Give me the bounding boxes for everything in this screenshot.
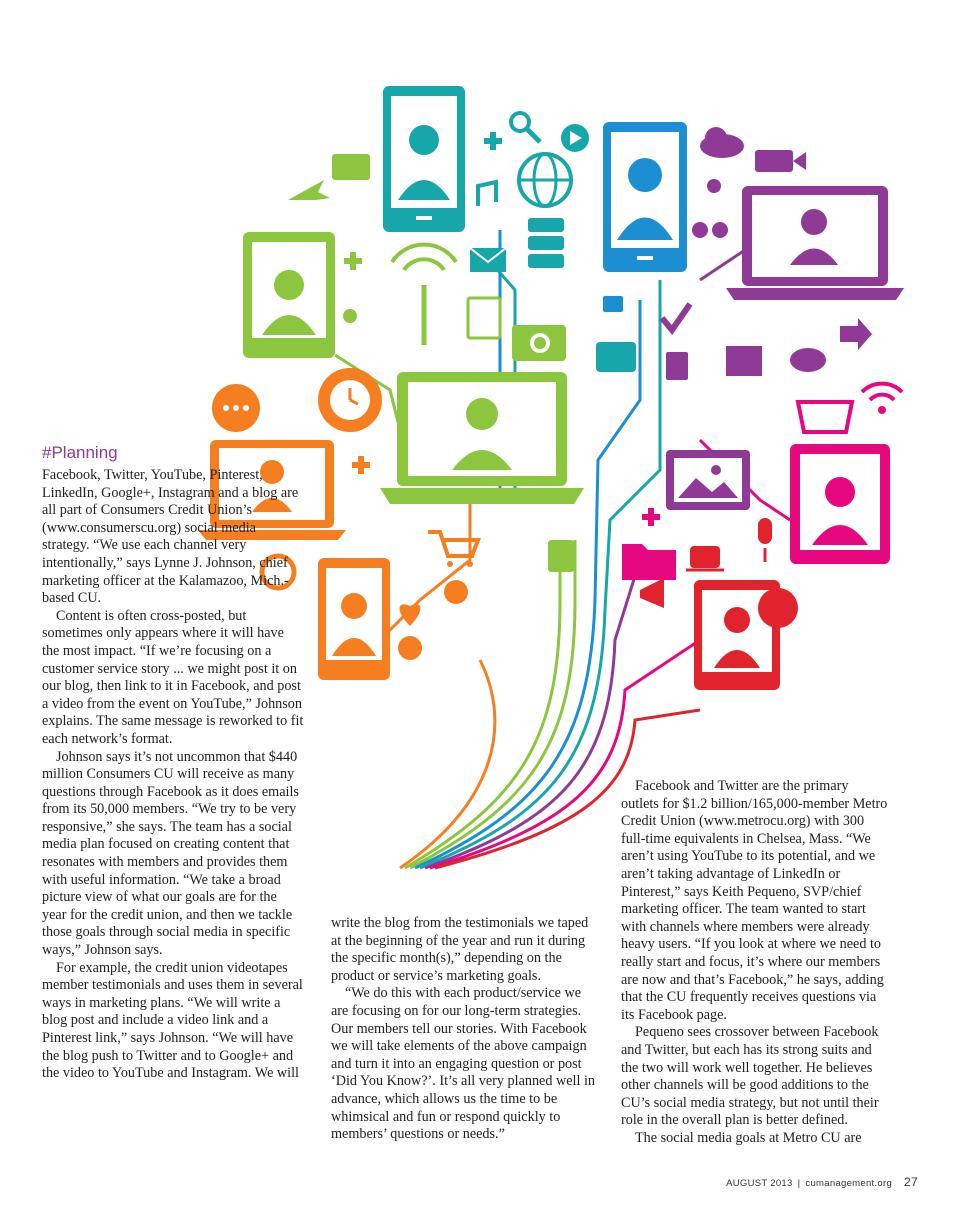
orange-phone-woman-icon [318,558,390,680]
purple-laptop-icon [726,186,904,300]
bird-icon [790,348,826,372]
coffee-cup-icon [686,546,724,570]
gear-clock-icon [318,368,382,432]
server-icon [528,218,564,268]
folder-icon [622,544,676,580]
paragraph: Pequeno sees crossover between Facebook and Twitter, but each has its strong suits and the two will work well together. He believes other channels will be good additions to the CU’s social media strategy, but not until their role in the overall plan is better defined. [621,1024,879,1129]
lime-phone-woman-icon [243,232,335,358]
quote-icon [692,222,728,238]
paragraph: write the blog from the testimonials we taped at the beginning of the year and run it during the specific month(s),” depending on the product or service’s marketing goals. [331,915,589,984]
dotted-speech-icon [758,588,798,628]
document-icon [468,298,500,338]
speech-bubble-icon [212,384,260,432]
video-camera-icon [755,150,806,172]
arrow-right-icon [840,318,872,350]
microphone-icon [758,518,772,562]
thumbs-up-icon [596,342,636,372]
cloud-icon [700,127,744,158]
info-icon [398,636,422,660]
briefcase-icon [332,154,370,180]
paragraph: Facebook, Twitter, YouTube, Pinterest, LinkedIn, Google+, Instagram and a blog are all part of Consumers Credit Union’s (www.consumerscu.org) social media strategy. “We use each channel very intentionally,” says Lynne J. Johnson, chief marketing officer at the Kalamazoo, Mich.-based CU. [42,467,299,607]
article-column-1 [42,441,304,1083]
heart-icon [400,604,421,626]
article-column-3 [621,778,889,1147]
music-note-icon [478,182,496,206]
trash-icon [666,352,688,380]
megaphone-icon [640,578,664,608]
section-title: #Planning [42,443,118,462]
website: cumanagement.org [805,1178,893,1189]
wifi-icon [862,384,902,414]
lime-laptop-man-icon [380,372,584,504]
camera-icon [512,325,566,361]
basket-icon [798,402,852,432]
page-footer [726,1175,918,1189]
lock-icon [603,296,623,312]
article-column-2 [331,915,595,1144]
blue-phone-man-icon [603,122,687,272]
magenta-tablet-man-icon [790,444,890,564]
purple-photo-icon [666,450,750,510]
lightbulb-icon [444,580,468,604]
wifi-antenna-icon [392,244,456,345]
search-icon [511,113,540,142]
teal-phone-man-icon [383,86,465,232]
play-icon [561,124,589,152]
footer-separator: | [797,1178,801,1189]
envelope-icon [470,248,506,272]
paragraph: The social media goals at Metro CU are [635,1129,862,1146]
sim-card-icon [548,540,574,572]
page-number: 27 [904,1175,918,1189]
paragraph: “We do this with each product/service we are focusing on for our long-term strategies. Our members tell our stories. With Facebook we will take elements of the above campaign and turn it into an engaging question or post ‘Did You Know?’. It’s all very planned well in advance, which allows us the time to be whimsical and fun or respond quickly to members’ questions or needs.” [331,985,596,1143]
paragraph: Content is often cross-posted, but sometimes only appears where it will have the most impact. “If we’re focusing on a customer service story ... we might post it on our blog, then link to it in Facebook, and post a video from the event on YouTube,” Johnson explains. The same message is reworked to fit each network’s format. [42,607,304,747]
paragraph: Facebook and Twitter are the primary outlets for $1.2 billion/165,000-member Metro Credit Union (www.metrocu.org) with 300 full-time equivalents in Chelsea, Mass. “We aren’t using YouTube to its potential, and we aren’t taking advantage of LinkedIn or Pinterest,” says Keith Pequeno, SVP/chief marketing officer. The team wanted to start with channels where members were already heavy users. “If you look at where we need to really start and focus, it’s where our members are now and that’s Facebook,” he says, adding that the CU frequently receives questions via its Facebook page. [621,778,888,1023]
paragraph: Johnson says it’s not uncommon that $440 million Consumers CU will receive as many questions through Facebook as it does emails from its 50,000 members. “We try to be very responsive,” she says. The team has a social media plan focused on creating content that resonates with members and provides them with useful information. “We take a broad picture view of what our goals are for the year for the credit union, and then we tackle those goals through social media in specific ways,” Johnson says. [42,748,299,959]
gift-icon [726,346,762,376]
issue-date: AUGUST 2013 [726,1178,793,1189]
airplane-icon [288,180,330,200]
globe-icon [519,154,571,206]
paragraph: For example, the credit union videotapes member testimonials and uses them in several ways in marketing plans. “We will write a blog post and include a video link and a Pinterest link,” says Johnson. “We will have the blog push to Twitter and to Google+ and the video to YouTube and Instagram. We will [42,959,303,1082]
checkmark-icon [662,304,690,330]
